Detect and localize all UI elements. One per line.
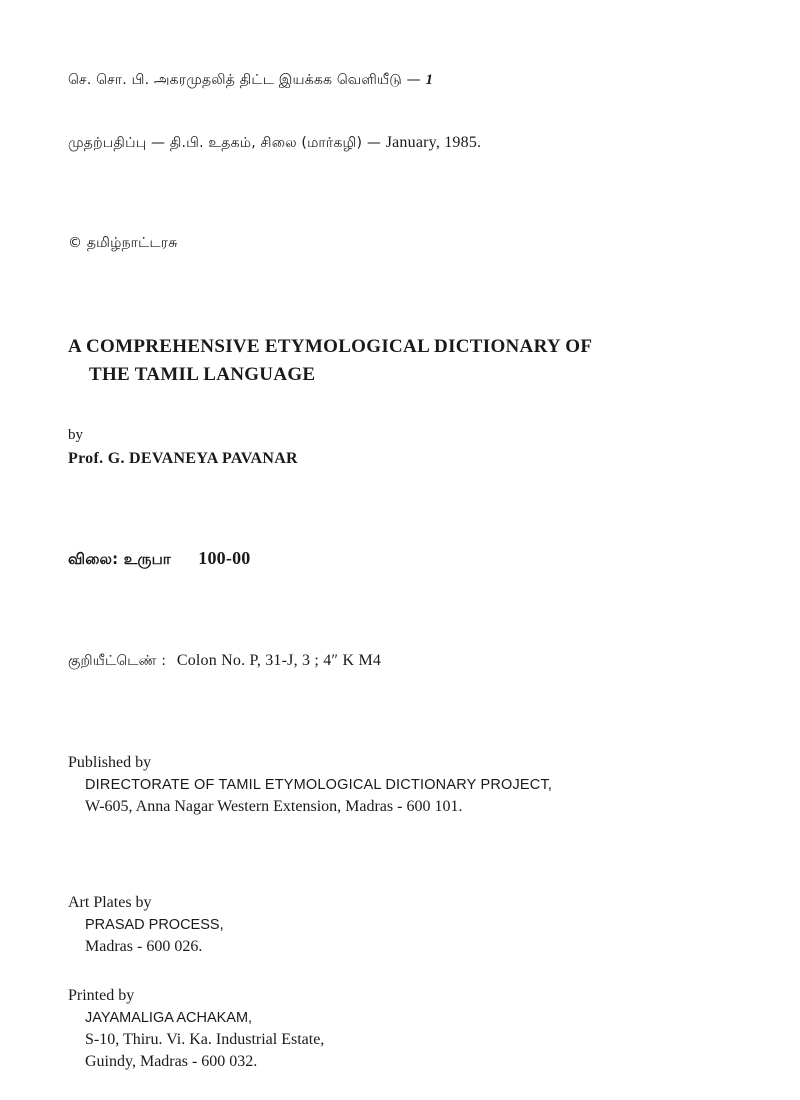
edition-line [68, 134, 481, 153]
price-line [68, 548, 250, 570]
title-line-2: THE TAMIL LANGUAGE [89, 364, 316, 385]
by-label: by [68, 427, 83, 443]
art-plates-label: Art Plates by [68, 894, 152, 911]
title-line-1: A COMPREHENSIVE ETYMOLOGICAL DICTIONARY OF [68, 336, 593, 357]
art-plates-name: PRASAD PROCESS, [85, 917, 224, 933]
printer-address-2: Guindy, Madras - 600 032. [85, 1053, 258, 1070]
publisher-address: W-605, Anna Nagar Western Extension, Madras - 600 101. [85, 798, 463, 815]
edition-tamil: முதற்பதிப்பு — தி.பி. உதகம், சிலை (மார்கழி) — [68, 135, 382, 151]
art-plates-block [68, 892, 224, 958]
publisher-name: DIRECTORATE OF TAMIL ETYMOLOGICAL DICTIONARY PROJECT, [85, 777, 553, 793]
publisher-block [68, 752, 552, 818]
series-number: 1 [425, 72, 434, 88]
printer-address-1: S-10, Thiru. Vi. Ka. Industrial Estate, [85, 1031, 325, 1048]
printer-name: JAYAMALIGA ACHAKAM, [85, 1010, 253, 1026]
copyright-line: © தமிழ்நாட்டரசு [68, 235, 178, 251]
colon-label: குறியீட்டெண் : [68, 653, 167, 669]
art-plates-address: Madras - 600 026. [85, 938, 203, 955]
printed-by-label: Printed by [68, 987, 135, 1004]
edition-date: January, 1985. [385, 134, 482, 151]
series-line [68, 72, 433, 90]
book-title [68, 333, 728, 389]
price-amount: 100-00 [198, 548, 251, 568]
price-label: விலை: உருபா [68, 550, 171, 568]
author-name: Prof. G. DEVANEYA PAVANAR [68, 450, 298, 467]
printer-block [68, 985, 324, 1073]
published-by-label: Published by [68, 754, 152, 771]
colon-line [68, 652, 381, 671]
series-text: செ. சொ. பி. அகரமுதலித் திட்ட இயக்கக வெளியீடு — [68, 72, 421, 88]
colon-value: Colon No. P, 31-J, 3 ; 4″ K M4 [176, 652, 382, 669]
